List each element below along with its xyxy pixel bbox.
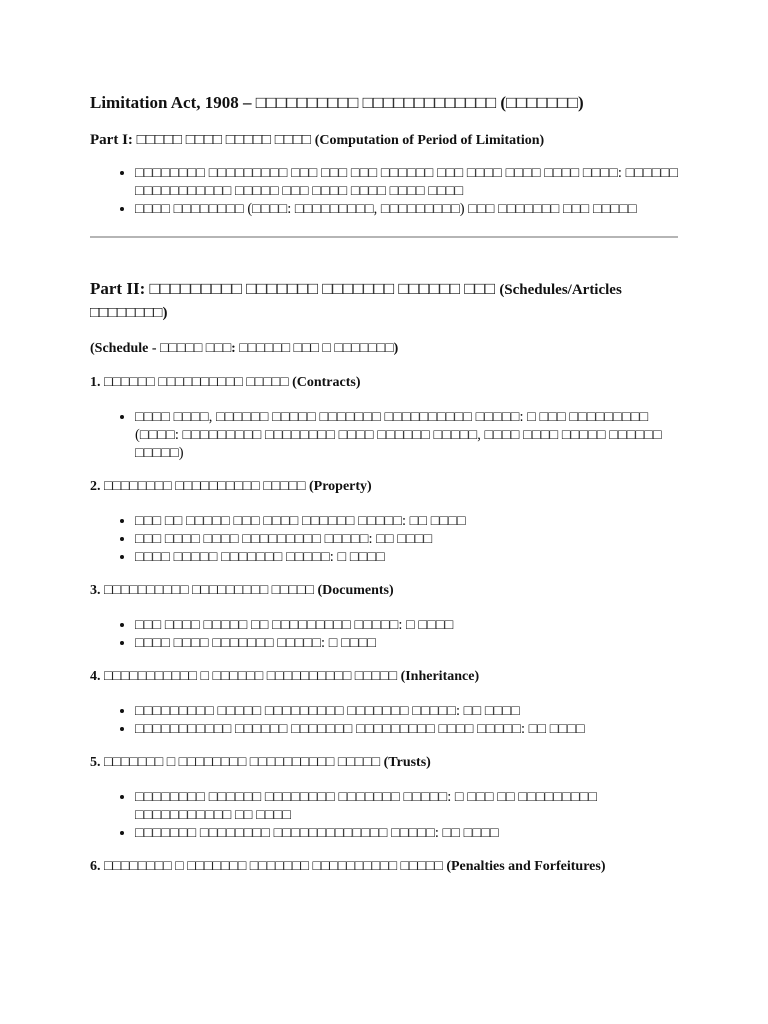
section-number: 2. bbox=[90, 479, 101, 494]
list-item: • □□□□□□□ □□□□□□□□ □□□□□□□□□□□□□ □□□□□: □□ □□□□ bbox=[135, 824, 680, 842]
section-list-property bbox=[90, 512, 680, 566]
section-title-en: (Penalties and Forfeitures) bbox=[446, 859, 606, 874]
list-item: • □□□□ □□□□ □□□□□□□ □□□□□: □ □□□□ bbox=[135, 634, 680, 652]
list-item: • □□□ □□□□ □□□□ □□□□□□□□□ □□□□□: □□ □□□□ bbox=[135, 530, 680, 548]
horizontal-divider bbox=[90, 236, 678, 238]
section-heading-documents bbox=[90, 582, 680, 600]
part1-heading-text: Part I: □□□□□ □□□□ □□□□□ □□□□ bbox=[90, 132, 311, 148]
list-item: • □□□□□□□□ □□□□□□ □□□□□□□□ □□□□□□□ □□□□□: □ □□□ □□ □□□□□□□□□ □□□□□□□□□□□ □□ □□□□ bbox=[135, 788, 680, 824]
list-item: • □□□□□□□□□ □□□□□ □□□□□□□□□ □□□□□□□ □□□□□: □□ □□□□ bbox=[135, 702, 680, 720]
section-list-contracts bbox=[90, 408, 680, 462]
part1-heading bbox=[90, 131, 680, 150]
section-title: □□□□□□□□ □ □□□□□□□ □□□□□□□ □□□□□□□□□□ □□□□□ bbox=[104, 859, 443, 874]
section-title: □□□□□□□□ □□□□□□□□□□ □□□□□ bbox=[104, 479, 306, 494]
section-number: 5. bbox=[90, 755, 101, 770]
list-item: • □□□ □□□□ □□□□□ □□ □□□□□□□□□ □□□□□: □ □□□□ bbox=[135, 616, 680, 634]
section-title: □□□□□□□□□□ □□□□□□□□□ □□□□□ bbox=[104, 583, 314, 598]
section-title: □□□□□□□□□□□ □ □□□□□□ □□□□□□□□□□ □□□□□ bbox=[104, 669, 398, 684]
document-page bbox=[90, 92, 680, 892]
section-number: 6. bbox=[90, 859, 101, 874]
document-title: Limitation Act, 1908 – □□□□□□□□□□ □□□□□□□□□□□□□ (□□□□□□□) bbox=[90, 93, 584, 112]
section-title: □□□□□□ □□□□□□□□□□ □□□□□ bbox=[104, 375, 289, 390]
section-number: 3. bbox=[90, 583, 101, 598]
section-heading-inheritance bbox=[90, 668, 680, 686]
section-title-en: (Trusts) bbox=[383, 755, 431, 770]
list-item: • □□□□ □□□□, □□□□□□ □□□□□ □□□□□□□ □□□□□□□□□□ □□□□□: □ □□□ □□□□□□□□□ (□□□□: □□□□□□□□□ □□□□□□□□ □□□□ □□□□□□ □□□□□, □□□□ □□□□ □□□□□ □□□□□□ □□□□□) bbox=[135, 408, 680, 462]
section-title: □□□□□□□ □ □□□□□□□□ □□□□□□□□□□ □□□□□ bbox=[104, 755, 381, 770]
list-item: • □□□ □□ □□□□□ □□□ □□□□ □□□□□□ □□□□□: □□ □□□□ bbox=[135, 512, 680, 530]
schedule-note: (Schedule - □□□□□ □□□: □□□□□□ □□□ □ □□□□□□□) bbox=[90, 341, 399, 356]
section-number: 1. bbox=[90, 375, 101, 390]
list-item: • □□□□□□□□ □□□□□□□□□ □□□ □□□ □□□ □□□□□□ □□□ □□□□ □□□□ □□□□ □□□□: □□□□□□ □□□□□□□□□□□ □□□□□ □□□ □□□□ □□□□ □□□□ □□□□ bbox=[135, 164, 680, 200]
section-title-en: (Documents) bbox=[317, 583, 394, 598]
part1-list bbox=[90, 164, 680, 218]
section-title-en: (Contracts) bbox=[292, 375, 361, 390]
section-heading-penalties bbox=[90, 858, 680, 876]
section-heading-property bbox=[90, 478, 680, 496]
section-title-en: (Property) bbox=[309, 479, 372, 494]
section-title-en: (Inheritance) bbox=[400, 669, 480, 684]
list-item: • □□□□ □□□□□ □□□□□□□ □□□□□: □ □□□□ bbox=[135, 548, 680, 566]
part2-heading-text: Part II: □□□□□□□□□ □□□□□□□ □□□□□□□ □□□□□□ □□□ bbox=[90, 279, 496, 298]
section-list-inheritance bbox=[90, 702, 680, 738]
part1-heading-en: (Computation of Period of Limitation) bbox=[314, 133, 545, 148]
list-item: • □□□□□□□□□□□ □□□□□□ □□□□□□□ □□□□□□□□□ □□□□ □□□□□: □□ □□□□ bbox=[135, 720, 680, 738]
part2-heading bbox=[90, 278, 680, 324]
section-list-trusts bbox=[90, 788, 680, 842]
list-item: • □□□□ □□□□□□□□ (□□□□: □□□□□□□□□, □□□□□□□□□) □□□ □□□□□□□ □□□ □□□□□ bbox=[135, 200, 680, 218]
section-list-documents bbox=[90, 616, 680, 652]
section-heading-trusts bbox=[90, 754, 680, 772]
section-number: 4. bbox=[90, 669, 101, 684]
part2-heading-en: (Schedules/Articles □□□□□□□□) bbox=[90, 282, 622, 321]
section-heading-contracts bbox=[90, 374, 680, 392]
